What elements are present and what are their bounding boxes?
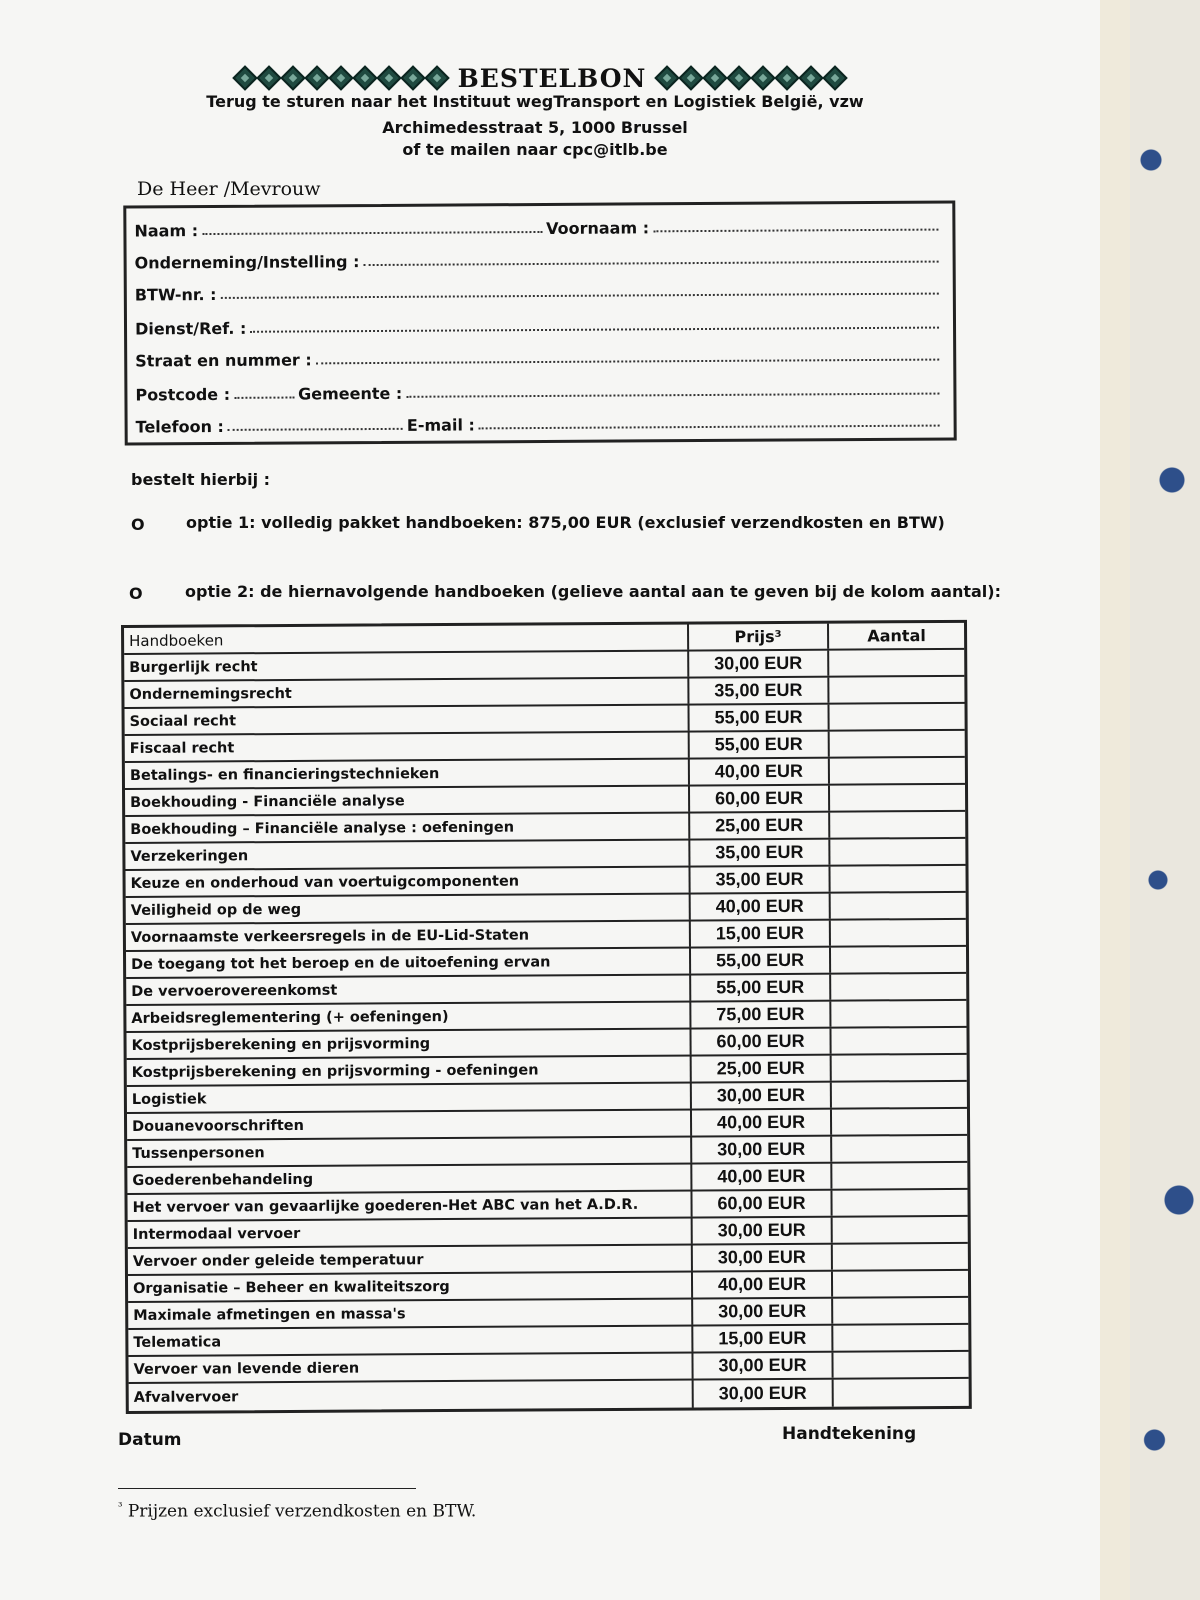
quantity-cell[interactable] <box>831 1001 966 1027</box>
diamond-icon <box>304 65 329 90</box>
handbook-name: Betalings- en financieringstechnieken <box>125 760 690 788</box>
postcode-field[interactable] <box>234 396 294 399</box>
diamond-icon <box>376 65 401 90</box>
handbook-name: Veiligheid op de weg <box>126 895 691 923</box>
handtekening-label: Handtekening <box>782 1424 917 1444</box>
option1-label: optie 1: volledig pakket handboeken: 875,00 EUR (exclusief verzendkosten en BTW) <box>186 513 945 532</box>
handbook-name: Keuze en onderhoud van voertuigcomponenten <box>126 868 691 896</box>
handbook-price: 15,00 EUR <box>691 921 831 947</box>
handbook-name: Boekhouding - Financiële analyse <box>125 787 690 815</box>
footnote-divider <box>118 1488 416 1489</box>
handbook-price: 35,00 EUR <box>689 678 829 704</box>
handbook-name: Telematica <box>128 1327 693 1355</box>
diamond-icon <box>280 65 305 90</box>
company-row <box>135 240 943 273</box>
quantity-cell[interactable] <box>831 920 966 946</box>
street-row <box>135 338 943 371</box>
telefoon-field[interactable] <box>228 427 403 431</box>
handbook-name: Intermodaal vervoer <box>128 1219 693 1247</box>
handbook-name: Vervoer onder geleide temperatuur <box>128 1246 693 1274</box>
footnote <box>118 1500 476 1522</box>
handbook-name: Organisatie – Beheer en kwaliteitszorg <box>128 1273 693 1301</box>
department-row <box>135 306 943 339</box>
quantity-cell[interactable] <box>830 839 965 865</box>
footnote-mark: ³ <box>118 1500 123 1513</box>
table-body <box>124 650 969 1411</box>
handbook-name: Maximale afmetingen en massa's <box>128 1300 693 1328</box>
diamond-ornament-right <box>658 69 844 87</box>
handbook-price: 30,00 EUR <box>692 1083 832 1109</box>
handbook-price: 55,00 EUR <box>691 975 831 1001</box>
handbook-name: Voornaamste verkeersregels in de EU-Lid-Staten <box>126 922 691 950</box>
voornaam-field[interactable] <box>653 228 938 233</box>
diamond-icon <box>679 65 704 90</box>
page-title: BESTELBON <box>457 63 647 93</box>
header-prijs: Prijs³ <box>689 624 829 650</box>
handbook-name: Douanevoorschriften <box>127 1111 692 1139</box>
diamond-icon <box>655 65 680 90</box>
handbook-name: Kostprijsberekening en prijsvorming - oefeningen <box>127 1057 692 1085</box>
handbook-name: Verzekeringen <box>125 841 690 869</box>
diamond-icon <box>727 65 752 90</box>
handbook-name: Ondernemingsrecht <box>124 679 689 707</box>
diamond-icon <box>256 65 281 90</box>
handbook-price: 25,00 EUR <box>690 813 830 839</box>
handbook-price: 60,00 EUR <box>690 786 830 812</box>
handbook-name: Logistiek <box>127 1084 692 1112</box>
handbook-price: 40,00 EUR <box>691 894 831 920</box>
diamond-icon <box>775 65 800 90</box>
order-intro: bestelt hierbij : <box>131 470 271 489</box>
quantity-cell[interactable] <box>832 1055 967 1081</box>
background-fabric <box>1130 0 1200 1600</box>
handbook-price: 30,00 EUR <box>693 1353 833 1379</box>
quantity-cell[interactable] <box>831 1028 966 1054</box>
phone-row <box>136 404 944 437</box>
diamond-icon <box>823 65 848 90</box>
diamond-icon <box>424 65 449 90</box>
handbook-price: 40,00 EUR <box>692 1110 832 1136</box>
handbook-name: Afvalvervoer <box>129 1381 694 1411</box>
dienst-label: Dienst/Ref. : <box>134 318 247 339</box>
diamond-icon <box>703 65 728 90</box>
dienst-field[interactable] <box>250 326 939 333</box>
quantity-cell[interactable] <box>832 1136 967 1162</box>
quantity-cell[interactable] <box>833 1325 968 1351</box>
quantity-cell[interactable] <box>829 677 964 703</box>
handbook-price: 75,00 EUR <box>691 1002 831 1028</box>
table-row <box>129 1379 969 1411</box>
quantity-cell[interactable] <box>833 1271 968 1297</box>
diamond-icon <box>328 65 353 90</box>
postcode-row <box>135 372 943 405</box>
btw-label: BTW-nr. : <box>134 284 217 305</box>
handbook-price: 30,00 EUR <box>694 1380 834 1408</box>
handbook-price: 30,00 EUR <box>689 651 829 677</box>
return-address-line: Terug te sturen naar het Instituut wegTransport en Logistiek België, vzw <box>206 92 864 111</box>
handbook-price: 30,00 EUR <box>692 1137 832 1163</box>
handbook-price: 30,00 EUR <box>693 1299 833 1325</box>
handbook-name: Fiscaal recht <box>125 733 690 761</box>
quantity-cell[interactable] <box>830 731 965 757</box>
handbook-price: 40,00 EUR <box>693 1272 833 1298</box>
quantity-cell[interactable] <box>831 974 966 1000</box>
btw-field[interactable] <box>221 292 939 299</box>
handbook-price: 55,00 EUR <box>690 732 830 758</box>
name-row <box>134 208 942 241</box>
handbook-table <box>121 620 972 1414</box>
handbook-name: Sociaal recht <box>125 706 690 734</box>
email-label: E-mail : <box>406 415 475 435</box>
option2-checkbox[interactable]: O <box>129 584 143 603</box>
quantity-cell[interactable] <box>833 1244 968 1270</box>
handbook-name: Het vervoer van gevaarlijke goederen-Het ABC van het A.D.R. <box>127 1192 692 1220</box>
quantity-cell[interactable] <box>832 1190 967 1216</box>
handbook-name: Burgerlijk recht <box>124 652 689 680</box>
diamond-icon <box>400 65 425 90</box>
quantity-cell[interactable] <box>833 1217 968 1243</box>
handbook-price: 30,00 EUR <box>693 1218 833 1244</box>
quantity-cell[interactable] <box>830 758 965 784</box>
salutation: De Heer /Mevrouw <box>137 178 321 200</box>
quantity-cell[interactable] <box>829 704 964 730</box>
postcode-label: Postcode : <box>135 384 231 405</box>
option2-label: optie 2: de hiernavolgende handboeken (gelieve aantal aan te geven bij de kolom aantal): <box>185 582 1001 601</box>
handbook-price: 35,00 EUR <box>690 867 830 893</box>
handbook-name: Arbeidsreglementering (+ oefeningen) <box>126 1003 691 1031</box>
handbook-price: 60,00 EUR <box>691 1029 831 1055</box>
handbook-name: Kostprijsberekening en prijsvorming <box>126 1030 691 1058</box>
handbook-price: 30,00 EUR <box>693 1245 833 1271</box>
handbook-price: 35,00 EUR <box>690 840 830 866</box>
straat-field[interactable] <box>316 358 939 365</box>
address-form-box <box>123 200 956 445</box>
diamond-icon <box>352 65 377 90</box>
email-field[interactable] <box>479 424 940 430</box>
naam-label: Naam : <box>134 221 199 241</box>
handbook-name: De toegang tot het beroep en de uitoefening ervan <box>126 949 691 977</box>
diamond-ornament-left <box>236 69 446 87</box>
diamond-icon <box>751 65 776 90</box>
footnote-text: Prijzen exclusief verzendkosten en BTW. <box>127 1501 477 1522</box>
quantity-cell[interactable] <box>830 812 965 838</box>
gemeente-field[interactable] <box>406 392 939 398</box>
handbook-price: 15,00 EUR <box>693 1326 833 1352</box>
onderneming-field[interactable] <box>364 260 939 267</box>
email-instruction-line: of te mailen naar cpc@itlb.be <box>402 140 668 159</box>
next-page-edge <box>1100 0 1132 1600</box>
handbook-name: Goederenbehandeling <box>127 1165 692 1193</box>
handbook-price: 60,00 EUR <box>692 1191 832 1217</box>
street-address-line: Archimedesstraat 5, 1000 Brussel <box>382 118 688 137</box>
handbook-name: Tussenpersonen <box>127 1138 692 1166</box>
straat-label: Straat en nummer : <box>135 350 312 371</box>
handbook-name: De vervoerovereenkomst <box>126 976 691 1004</box>
quantity-cell[interactable] <box>830 785 965 811</box>
quantity-cell[interactable] <box>833 1298 968 1324</box>
handbook-price: 25,00 EUR <box>692 1056 832 1082</box>
quantity-cell[interactable] <box>832 1109 967 1135</box>
handbook-name: Vervoer van levende dieren <box>128 1354 693 1382</box>
handbook-price: 55,00 EUR <box>690 705 830 731</box>
option1-checkbox[interactable]: O <box>131 515 145 534</box>
quantity-cell[interactable] <box>833 1352 968 1378</box>
vat-row <box>135 272 943 305</box>
telefoon-label: Telefoon : <box>135 416 224 437</box>
quantity-cell[interactable] <box>829 650 964 676</box>
quantity-cell[interactable] <box>834 1379 969 1407</box>
quantity-cell[interactable] <box>832 1082 967 1108</box>
quantity-cell[interactable] <box>830 866 965 892</box>
gemeente-label: Gemeente : <box>298 383 403 404</box>
quantity-cell[interactable] <box>831 893 966 919</box>
handbook-price: 40,00 EUR <box>690 759 830 785</box>
onderneming-label: Onderneming/Instelling : <box>134 252 360 273</box>
handbook-name: Boekhouding – Financiële analyse : oefeningen <box>125 814 690 842</box>
handbook-price: 55,00 EUR <box>691 948 831 974</box>
quantity-cell[interactable] <box>831 947 966 973</box>
quantity-cell[interactable] <box>832 1163 967 1189</box>
diamond-icon <box>232 65 257 90</box>
datum-label: Datum <box>118 1430 182 1450</box>
diamond-icon <box>799 65 824 90</box>
voornaam-label: Voornaam : <box>545 218 650 238</box>
handbook-price: 40,00 EUR <box>692 1164 832 1190</box>
naam-field[interactable] <box>202 230 542 235</box>
header-handboeken: Handboeken <box>124 625 689 653</box>
header-aantal: Aantal <box>867 626 926 646</box>
